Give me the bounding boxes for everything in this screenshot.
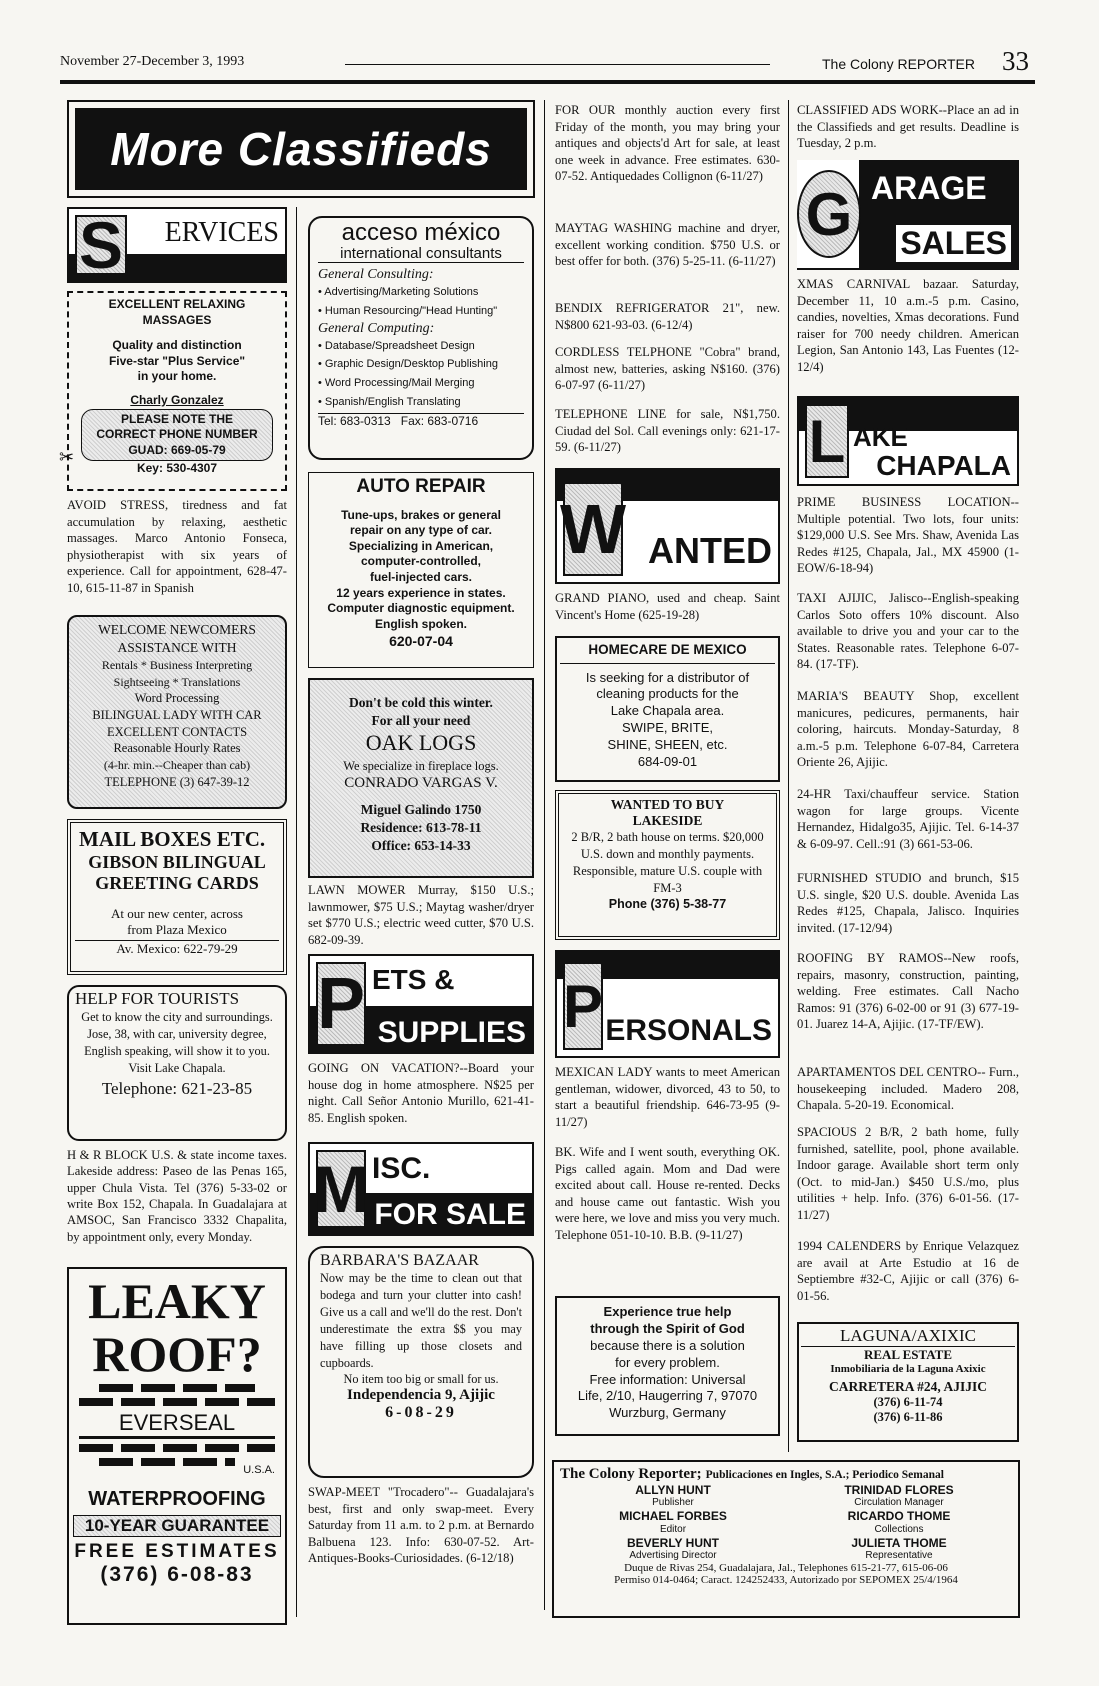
homecare-ad [555,636,780,782]
homecare-l1: Is seeking for a distributor of [585,669,750,685]
garage-initial: G [797,170,861,258]
note-line2: CORRECT PHONE NUMBER [96,427,258,442]
mailboxes-l6: Av. Mexico: 622-79-29 [75,940,279,957]
laguna-l6: (376) 6-11-86 [873,1410,943,1424]
staff-5-role: Advertising Director [629,1550,717,1562]
staff-1-role: Publisher [652,1497,694,1509]
acceso-gen2: General Computing: [318,320,435,336]
page-number: 33 [1002,46,1029,76]
staff-5 [560,1536,786,1562]
spirit-l3: because there is a solution [590,1337,745,1353]
taxi-24hr-ad: 24-HR Taxi/chauffeur service. Station wagon for large groups. Vicente Hernandez, Hidalgo35, Ajijic. Tel. 6-14-37 & 6-09-97. Cell.:91 (3) 661-53-06. [797,787,1019,851]
barbara-body: Now may be the time to clean out that bodega and turn your clutter into cash! Give us a call and we'll do the rest. Don't underestimate the extra $$ you may have filling up those closets and cupboards. [320,1271,522,1370]
bk-ad: BK. Wife and I went south, everything OK. Pigs called again. Mom and Dad were excited about call. House re-rented. Decks and house came out fantastic. Wish you were here, we love and miss you very much. Telephone 051-10-10. B.B. (9-11/27) [555,1145,780,1243]
wtb-title: WANTED TO BUY [610,797,725,812]
auto-l3: Specializing in American, [348,538,494,553]
misc-l1: ISC. [372,1152,431,1185]
acceso-ad [308,216,534,460]
wtb-phone: Phone (376) 5-38-77 [608,896,727,911]
oak-l4: We specialize in fireplace logs. [343,758,499,773]
massage-line5: in your home. [137,369,217,384]
everseal-brand: EVERSEAL [79,1410,275,1439]
oak-l6: Miguel Galindo 1750 [360,802,482,818]
lake-l2: CHAPALA [876,450,1011,481]
auto-l5: fuel-injected cars. [369,570,473,585]
column-rule-1 [296,207,297,1617]
auto-title: AUTO REPAIR [356,476,486,497]
massage-key: Key: 530-4307 [136,461,218,476]
acceso-sub: international consultants [318,245,524,263]
furnished-studio-ad: FURNISHED STUDIO and brunch, $15 U.S. single, $20 U.S. double. Avenida Las Redes #125, Chapala, Jalisco. Inquiries invited. (17-12/94) [797,871,1019,935]
services-title: ERVICES [164,217,279,248]
staff-2-name: TRINIDAD FLORES [844,1483,954,1497]
laguna-l1: LAGUNA/AXIXIC [801,1326,1015,1347]
masthead-address: Duque de Rivas 254, Guadalajara, Jal., Telephones 615-21-77, 615-06-06 [624,1562,948,1575]
staff-4-name: RICARDO THOME [847,1509,951,1524]
misc-l2: FOR SALE [374,1198,526,1231]
piano-ad: GRAND PIANO, used and cheap. Saint Vincent's Home (625-19-28) [555,591,780,622]
staff-6 [786,1536,1012,1562]
tourists-title: HELP FOR TOURISTS [75,989,240,1008]
welcome-l7: EXCELLENT CONTACTS [106,724,248,739]
misc-header [308,1142,534,1236]
oak-logs-ad [308,678,534,878]
spirit-l6: Life, 2/10, Haugerring 7, 97070 [577,1388,758,1404]
oak-l3: OAK LOGS [365,730,477,756]
oak-l8: Office: 653-14-33 [371,837,471,853]
leaky-guarantee: 10-YEAR GUARANTEE [73,1515,281,1537]
lake-header [797,396,1019,486]
acceso-i4: • Graphic Design/Desktop Publishing [318,358,498,371]
welcome-l8: Reasonable Hourly Rates [113,741,241,756]
page-header [60,46,1035,82]
avoid-stress-ad: AVOID STRESS, tiredness and fat accumulation by relaxing, aesthetic massages. Marco Antonio Fonseca, physiotherapist with six years of experience. Call for appointment, 628-47-10, 615-11-87 in Spanish [67,498,287,596]
spirit-l5: Free information: Universal [589,1371,746,1387]
column-rule-2 [544,100,545,1610]
spirit-l7: Wurzburg, Germany [609,1405,726,1421]
pets-header [308,954,534,1054]
spacious-home-ad: SPACIOUS 2 B/R, 2 bath home, fully furnished, satellite, pool, phone available. Indoor garage. Available short term only (Oct. to mid-Jan.) $450 U.S./mo, plus utilities + help. Info. (376) 6-01-56. (17-11/27) [797,1125,1019,1223]
pets-initial: P [316,964,366,1044]
tourists-body: Get to know the city and surroundings. Jose, 38, with car, university degree, English speaking, will show it to you. Visit Lake Chapala. [81,1010,273,1075]
laguna-l2: REAL ESTATE [863,1347,953,1362]
welcome-l5: Word Processing [134,690,220,705]
barbara-addr: Independencia 9, Ajijic [347,1386,495,1403]
teleline-ad: TELEPHONE LINE for sale, N$1,750. Ciudad del Sol. Call evenings only: 621-17-59. (6-11/27) [555,407,780,455]
personals-initial: P [563,962,603,1050]
barbara-ad [308,1246,534,1478]
leaky-wp: WATERPROOFING [88,1488,266,1510]
welcome-l6: BILINGUAL LADY WITH CAR [92,707,262,722]
mailboxes-l5: from Plaza Mexico [127,922,227,937]
acceso-contact [318,413,524,428]
staff-2 [786,1483,1012,1509]
column-1 [59,207,287,1627]
oak-l5: CONRADO VARGAS V. [344,774,498,791]
garage-l2: SALES [894,223,1013,264]
oak-l7: Residence: 613-78-11 [360,819,482,835]
leaky-l2: ROOF? [92,1325,262,1382]
lawn-mower-ad: LAWN MOWER Murray, $150 U.S.; lawnmower, $75 U.S.; Maytag washer/dryer set $770 U.S.; electric weed cutter, $70 U.S. 682-09-39. [308,883,534,947]
auto-l1: Tune-ups, brakes or general [341,507,501,522]
masthead [552,1460,1020,1618]
welcome-l4: Sightseeing * Translations [113,674,241,689]
acceso-i6: • Spanish/English Translating [318,395,461,408]
barbara-phone: 6-08-29 [385,1403,457,1421]
misc-initial: M [313,1152,369,1226]
welcome-l10: TELEPHONE (3) 647-39-12 [104,774,250,789]
mailboxes-l1: MAIL BOXES ETC. [79,827,266,851]
classifieds-work-ad: CLASSIFIED ADS WORK--Place an ad in the Classifieds and get results. Deadline is Tuesday, 2 p.m. [797,103,1019,151]
staff-6-name: JULIETA THOME [851,1535,947,1550]
spirit-ad [555,1296,780,1436]
homecare-l4: SWIPE, BRITE, [621,720,713,736]
tourists-phone: Telephone: 621-23-85 [101,1078,253,1098]
wtb-title2: LAKESIDE [632,813,703,828]
staff-1-name: ALLYN HUNT [635,1483,711,1497]
mailboxes-l3: GREETING CARDS [95,873,259,893]
swap-meet-ad: SWAP-MEET "Trocadero"-- Guadalajara's best, first and only swap-meet. Every Saturday from 11 a.m. to 2 p.m. at Bernardo Balbuena 123. Info: 630-07-52. Art-Antiques-Books-Curiosidades. (6-12/18) [308,1485,534,1566]
welcome-l9: (4-hr. min.--Cheaper than cab) [103,758,251,773]
acceso-title: acceso méxico [341,219,501,246]
auto-l4: computer-controlled, [360,554,481,569]
welcome-ad [67,615,287,809]
prime-business-ad: PRIME BUSINESS LOCATION-- Multiple potential. Two lots, four units: $129,000 U.S. See Mrs. Shaw, Avenida Las Redes #125, Chapala, Jal., MX 45900 (1-EOW/6-18-94) [797,495,1019,576]
tourists-ad [67,985,287,1141]
everseal-usa: U.S.A. [243,1464,275,1476]
homecare-l5: SHINE, SHEEN, etc. [607,737,728,753]
taxi-ajijic-ad: TAXI AJIJIC, Jalisco--English-speaking Carlos Soto offers 10% discount. Also available to drive you and your car to the States. Reasonable rates. Telephone 6-07-84. (17-TF). [797,591,1019,672]
column-3 [555,100,780,1460]
paper-name: The Colony REPORTER [821,56,975,72]
welcome-l3: Rentals * Business Interpreting [101,658,253,673]
scissors-icon: ✂ [59,447,75,467]
masthead-title-row [560,1465,1012,1483]
wanted-buy-ad [555,790,780,940]
spirit-l4: for every problem. [615,1354,720,1370]
banner-title: More Classifieds [110,123,492,175]
staff-4 [786,1509,1012,1535]
masthead-title2: Publicaciones en Ingles, S.A.; Periodico Semanal [705,1469,944,1481]
wanted-title: ANTED [648,530,772,571]
oak-l2: For all your need [371,712,471,728]
mailboxes-l4: At our new center, across [111,906,243,921]
maytag-ad: MAYTAG WASHING machine and dryer, excellent working condition. $750 U.S. or best offer for both. (376) 5-25-11. (6-11/27) [555,221,780,269]
auto-l6: 12 years experience in states. [336,585,506,600]
spirit-l1: Experience true help [603,1304,732,1319]
massage-line2: MASSAGES [142,312,212,327]
auto-repair-ad [308,472,534,668]
spirit-l2: through the Spirit of God [590,1320,745,1336]
staff-4-role: Collections [874,1523,924,1535]
auction-ad: FOR OUR monthly auction every first Friday of the month, you may bring your antiques and objects'd Art for sale, at least one week in advance. Free estimates. 630-07-52. Antiquedades Collignon (6-11/27) [555,103,780,184]
barbara-title: BARBARA'S BAZAAR [320,1252,479,1269]
bendix-ad: BENDIX REFRIGERATOR 21", new. N$800 621-93-03. (6-12/4) [555,301,780,332]
beauty-shop-ad: MARIA'S BEAUTY Shop, excellent manicures, pedicures, permanents, hair coloring, haircuts. Monday-Saturday, 8 a.m.-5 p.m. Telephone 6-07-84, Carretera Oriente 26, Ajijic. [797,689,1019,770]
everseal-logo [79,1384,275,1484]
roofing-ad: ROOFING BY RAMOS--New roofs, repairs, masonry, construction, painting, welding. Free estimates. Call Nacho Ramos: 91 (376) 6-02-00 or 91 (3) 677-19-01. Juarez 14-A, Ajijic. (17-TF/EW). [797,951,1019,1032]
note-line1: PLEASE NOTE THE [120,411,233,426]
mailboxes-ad [67,819,287,975]
cordless-ad: CORDLESS TELPHONE "Cobra" brand, almost new, batteries, asking N$160. (376) 6-07-97 (6-11/27) [555,345,780,393]
staff-3-name: MICHAEL FORBES [619,1509,727,1524]
auto-l2: repair on any type of car. [349,523,493,538]
acceso-tel: Tel: 683-0313 [318,414,391,429]
apartamentos-ad: APARTAMENTOS DEL CENTRO-- Furn., housekeeping included. Madero 208, Chapala. 5-20-19. Economical. [797,1065,1019,1113]
header-rule [60,80,1035,84]
going-vacation-ad: GOING ON VACATION?--Board your house dog in home atmosphere. N$25 per night. Call Señor Antonio Murillo, 621-41-85. English spoken. [308,1061,534,1125]
welcome-l2: ASSISTANCE WITH [117,640,237,656]
acceso-gen1: General Consulting: [318,267,434,283]
issue-date: November 27-December 3, 1993 [60,54,245,69]
staff-3-role: Editor [659,1523,687,1535]
leaky-est: FREE ESTIMATES [74,1541,280,1562]
personals-title: ERSONALS [605,1014,772,1047]
massage-line3: Quality and distinction [112,338,242,353]
leaky-roof-ad [67,1267,287,1625]
masthead-staff [560,1483,1012,1562]
calenders-ad: 1994 CALENDERS by Enrique Velazquez are avail at Arte Estudio at 16 de Septiembre #32-C, Ajijic or call (376) 6-01-56. [797,1239,1019,1303]
laguna-l4: CARRETERA #24, AJIJIC [829,1379,987,1394]
lake-l1: AKE [853,422,908,452]
acceso-i1: • Advertising/Marketing Solutions [318,286,479,299]
services-header [67,207,287,283]
services-initial: S [75,215,127,275]
massage-line1: EXCELLENT RELAXING [108,297,246,311]
laguna-ad [797,1322,1019,1442]
auto-phone: 620-07-04 [389,633,453,650]
homecare-title: HOMECARE DE MEXICO [560,641,775,664]
acceso-fax: Fax: 683-0716 [400,414,479,429]
massage-coupon [67,291,287,491]
staff-3 [560,1509,786,1535]
column-2 [308,210,534,1630]
massage-line4: Five-star "Plus Service" [108,353,246,368]
garage-header [797,160,1019,270]
leaky-phone: (376) 6-08-83 [100,1563,254,1586]
xmas-ad: XMAS CARNIVAL bazaar. Saturday, December 11, 10 a.m.-5 p.m. Casino, candies, novelties, Xmas decorations. Fund raiser for 700 needy children. American Legion, San Antonio 143, Las Fuentes (12-12/4) [797,277,1019,375]
lake-initial: L [805,404,849,478]
pets-l1: ETS & [372,964,455,995]
note-line3: GUAD: 669-05-79 [128,442,226,457]
acceso-i3: • Database/Spreadsheet Design [318,339,475,352]
homecare-l3: Lake Chapala area. [610,703,725,719]
staff-6-role: Representative [865,1550,933,1562]
masthead-permit: Permiso 014-0464; Caract. 124252433, Autorizado por SEPOMEX 25/4/1964 [614,1574,958,1587]
hrblock-ad: H & R BLOCK U.S. & state income taxes. Lakeside address: Paseo de las Penas 165, upper Chula Vista. Tel (376) 5-33-02 or write Box 152, Chapala. In Guadalajara at AMSOC, San Francisco 3332 Chapalita, by appointment only, every Monday. [67,1148,287,1244]
oak-l1: Don't be cold this winter. [349,695,493,710]
pets-l2: SUPPLIES [377,1016,526,1049]
welcome-l1: WELCOME NEWCOMERS [98,622,256,637]
mexican-lady-ad: MEXICAN LADY wants to meet American gentleman, widower, divorced, 43 to 50, to start a beautiful friendship. 646-73-95 (9-11/27) [555,1065,780,1129]
leaky-l1: LEAKY [88,1273,266,1329]
staff-5-name: BEVERLY HUNT [626,1535,720,1550]
massage-name: Charly Gonzalez [130,392,224,407]
column-rule-3 [788,100,789,1452]
wanted-initial: W [563,482,623,576]
auto-l8: English spoken. [374,616,467,631]
garage-l1: ARAGE [871,170,987,206]
mailboxes-l2: GIBSON BILINGUAL [88,852,266,872]
laguna-l5: (376) 6-11-74 [873,1395,943,1409]
banner [67,100,535,198]
laguna-l3: Inmobiliaria de la Laguna Axixic [830,1363,986,1375]
acceso-i2: • Human Resourcing/"Head Hunting" [318,304,498,317]
masthead-title: The Colony Reporter; [560,1466,702,1482]
personals-header [555,950,780,1058]
wtb-body: 2 B/R, 2 bath house on terms. $20,000 U.S. down and monthly payments. Responsible, mature U.S. couple with FM-3 [571,830,764,895]
column-4 [797,100,1019,1460]
wanted-header [555,468,780,584]
auto-l7: Computer diagnostic equipment. [327,601,515,616]
barbara-note: No item too big or small for us. [343,1371,499,1386]
acceso-i5: • Word Processing/Mail Merging [318,376,475,389]
staff-2-role: Circulation Manager [854,1497,944,1509]
staff-1 [560,1483,786,1509]
homecare-l2: cleaning products for the [596,686,739,702]
phone-note [81,409,273,462]
homecare-phone: 684-09-01 [637,754,698,769]
